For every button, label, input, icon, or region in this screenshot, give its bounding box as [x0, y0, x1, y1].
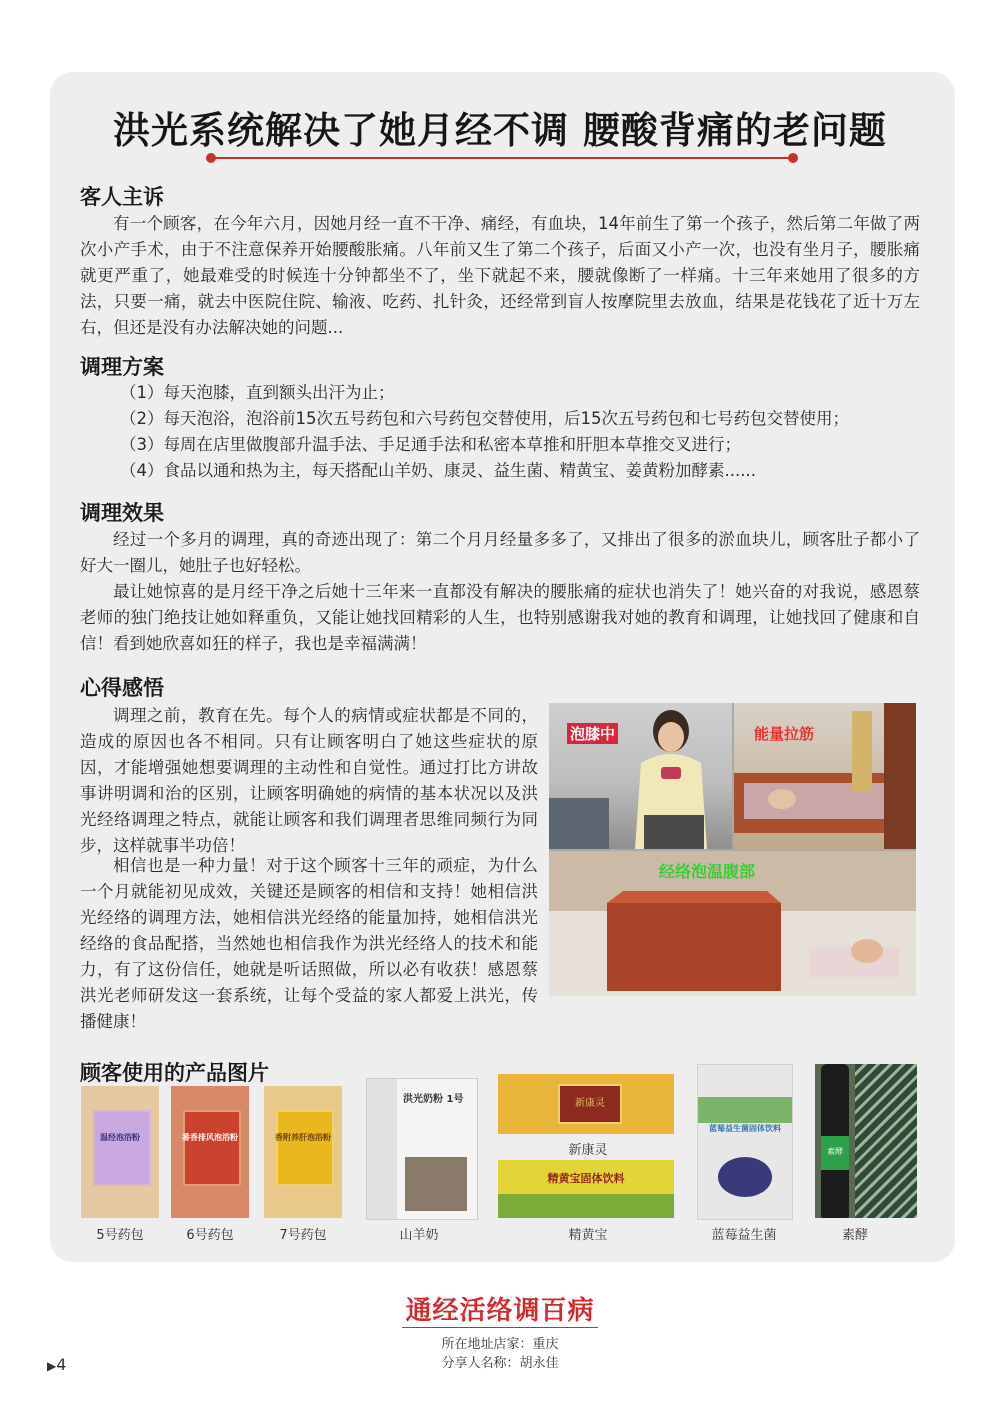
product-image-goat-milk [366, 1078, 478, 1220]
goat-milk-package-text: 洪光奶粉 1号 [403, 1094, 464, 1105]
complaint-heading: 客人主诉 [80, 185, 164, 209]
product-label-xinkangling: 新康灵 [568, 1143, 608, 1158]
title-underline-dot-right [788, 153, 798, 163]
product-label-goat-milk: 山羊奶 [399, 1228, 439, 1243]
treatment-photo-collage [549, 703, 916, 996]
product-image-5 [81, 1086, 159, 1218]
page-arrow-icon: ▶ [47, 1359, 57, 1373]
jinghuangbao-package-text: 精黄宝固体饮料 [547, 1172, 625, 1185]
product-label-blueberry-probiotic: 蓝莓益生菌 [711, 1228, 777, 1243]
footer-sharer: 分享人名称：胡永佳 [441, 1356, 559, 1371]
effect-heading: 调理效果 [80, 501, 164, 525]
plan-item-1: （1）每天泡膝，直到额头出汗为止； [120, 383, 395, 402]
plan-item-3: （3）每周在店里做腹部升温手法、手足通手法和私密本草推和肝胆本草推交叉进行； [120, 435, 741, 454]
product-label-7: 7号药包 [279, 1228, 327, 1243]
abdomen-warming-label: 经络泡温腹部 [659, 862, 756, 881]
product-6-package-text: 番香排风泡浴粉 [182, 1133, 238, 1142]
title-underline [212, 157, 792, 159]
footer-address: 所在地址店家：重庆 [441, 1337, 559, 1352]
insight-paragraph-1: 调理之前，教育在先。每个人的病情或症状都是不同的，造成的原因也各不相同。只有让顾客明白了她这些症状的原因，才能增强她想要调理的主动性和自觉性。通过打比方讲故事讲明调和治的区别，让顾客明确她的病情的基本状况以及洪光经络调理之特点，就能让顾客和我们调理者思维同频行为同步，这样就事半功倍！ [80, 706, 538, 855]
footer-slogan-underline [402, 1327, 598, 1328]
product-7-package-text: 香附养肝泡浴粉 [275, 1133, 331, 1142]
product-label-6: 6号药包 [186, 1228, 234, 1243]
stretch-label: 能量拉筋 [754, 725, 815, 743]
page-number [47, 1355, 66, 1374]
insight-paragraph-2: 相信也是一种力量！对于这个顾客十三年的顽症，为什么一个月就能初见成效，关键还是顾客的相信和支持！她相信洪光经络的调理方法，她相信洪光经络的能量加持，她相信洪光经络的食品配搭，当然她也相信我作为洪光经络人的技术和能力，有了这份信任，她就是听话照做，所以必有收获！感恩蔡洪光老师研发这一套系统，让每个受益的家人都爱上洪光，传播健康！ [80, 856, 538, 1031]
product-image-7 [264, 1086, 342, 1218]
page-title: 洪光系统解决了她月经不调 腰酸背痛的老问题 [113, 109, 887, 152]
product-label-jinghuangbao: 精黄宝 [568, 1228, 608, 1243]
products-heading: 顾客使用的产品图片 [80, 1061, 269, 1085]
blueberry-probiotic-package-text: 蓝莓益生菌固体饮料 [709, 1124, 781, 1133]
plan-item-2: （2）每天泡浴，泡浴前15次五号药包和六号药包交替使用，后15次五号药包和七号药包交替使用； [120, 409, 849, 428]
plan-item-4: （4）食品以通和热为主，每天搭配山羊奶、康灵、益生菌、精黄宝、姜黄粉加酵素...... [120, 461, 756, 480]
title-underline-dot-left [206, 153, 216, 163]
xinkangling-package-text: 新康灵 [575, 1098, 605, 1109]
product-label-sujiao: 素酵 [841, 1228, 868, 1243]
product-image-6 [171, 1086, 249, 1218]
product-5-package-text: 温经泡浴粉 [100, 1133, 140, 1142]
product-image-xinkangling [498, 1074, 674, 1134]
product-image-sujiao [815, 1064, 917, 1218]
sujiao-package-text: 素酵 [827, 1147, 843, 1156]
product-image-blueberry-probiotic [697, 1064, 793, 1220]
product-label-5: 5号药包 [96, 1228, 144, 1243]
footer-slogan: 通经活络调百病 [405, 1296, 595, 1326]
effect-paragraph-2: 最让她惊喜的是月经干净之后她十三年来一直都没有解决的腰胀痛的症状也消失了！她兴奋的对我说，感恩蔡老师的独门绝技让她如释重负，又能让她找回精彩的人生，也特别感谢我对她的教育和调理，让她找回了健康和自信！看到她欣喜如狂的样子，我也是幸福满满！ [80, 582, 920, 653]
insight-heading: 心得感悟 [80, 676, 164, 700]
plan-heading: 调理方案 [80, 355, 164, 379]
product-image-jinghuangbao [498, 1160, 674, 1218]
page-number-value: 4 [56, 1355, 67, 1374]
knee-soak-label: 泡膝中 [567, 723, 618, 744]
effect-paragraph-1: 经过一个多月的调理，真的奇迹出现了：第二个月月经量多多了，又排出了很多的淤血块儿，顾客肚子都小了好大一圈儿，她肚子也好轻松。 [80, 530, 920, 575]
complaint-text: 有一个顾客，在今年六月，因她月经一直不干净、痛经，有血块，14年前生了第一个孩子，然后第二年做了两次小产手术，由于不注意保养开始腰酸胀痛。八年前又生了第二个孩子，后面又小产一次，也没有坐月子，腰胀痛就更严重了，她最难受的时候连十分钟都坐不了，坐下就起不来，腰就像断了一样痛。十三年来她用了很多的方法，只要一痛，就去中医院住院、输液、吃药、扎针灸，还经常到盲人按摩院里去放血，结果是花钱花了近十万左右，但还是没有办法解决她的问题... [80, 214, 920, 337]
